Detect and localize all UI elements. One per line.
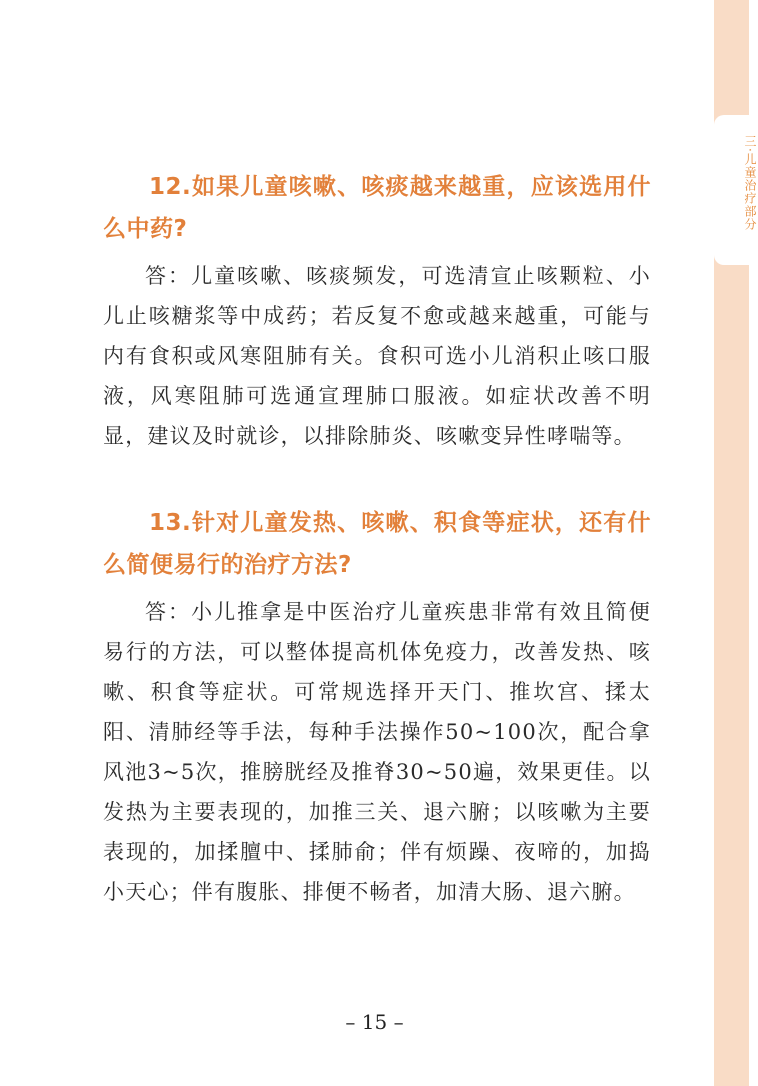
answer-paragraph: 答：儿童咳嗽、咳痰频发，可选清宣止咳颗粒、小儿止咳糖浆等中成药；若反复不愈或越来越重，可能与内有食积或风寒阻肺有关。食积可选小儿消积止咳口服液，风寒阻肺可选通宣理肺口服液。如症状改善不明显，建议及时就诊，以排除肺炎、咳嗽变异性哮喘等。 (103, 264, 651, 448)
qa-section (103, 166, 651, 456)
answer-paragraph: 答：小儿推拿是中医治疗儿童疾患非常有效且简便易行的方法，可以整体提高机体免疫力，改善发热、咳嗽、积食等症状。可常规选择开天门、推坎宫、揉太阳、清肺经等手法，每种手法操作50~100次，配合拿风池3~5次，推膀胱经及推脊30~50遍，效果更佳。以发热为主要表现的，加推三关、退六腑；以咳嗽为主要表现的，加揉膻中、揉肺俞；伴有烦躁、夜啼的，加捣小天心；伴有腹胀、排便不畅者，加清大肠、退六腑。 (103, 600, 651, 904)
chapter-tab-label: 三·儿童治疗部分 (743, 135, 757, 231)
question-heading: 12.如果儿童咳嗽、咳痰越来越重，应该选用什么中药? (103, 174, 651, 242)
chapter-tab (714, 115, 757, 265)
question-heading: 13.针对儿童发热、咳嗽、积食等症状，还有什么简便易行的治疗方法? (103, 510, 651, 578)
qa-section (103, 502, 651, 912)
side-strip (714, 0, 757, 1086)
page-content (103, 166, 651, 912)
page-number: – 15 – (345, 1010, 404, 1034)
